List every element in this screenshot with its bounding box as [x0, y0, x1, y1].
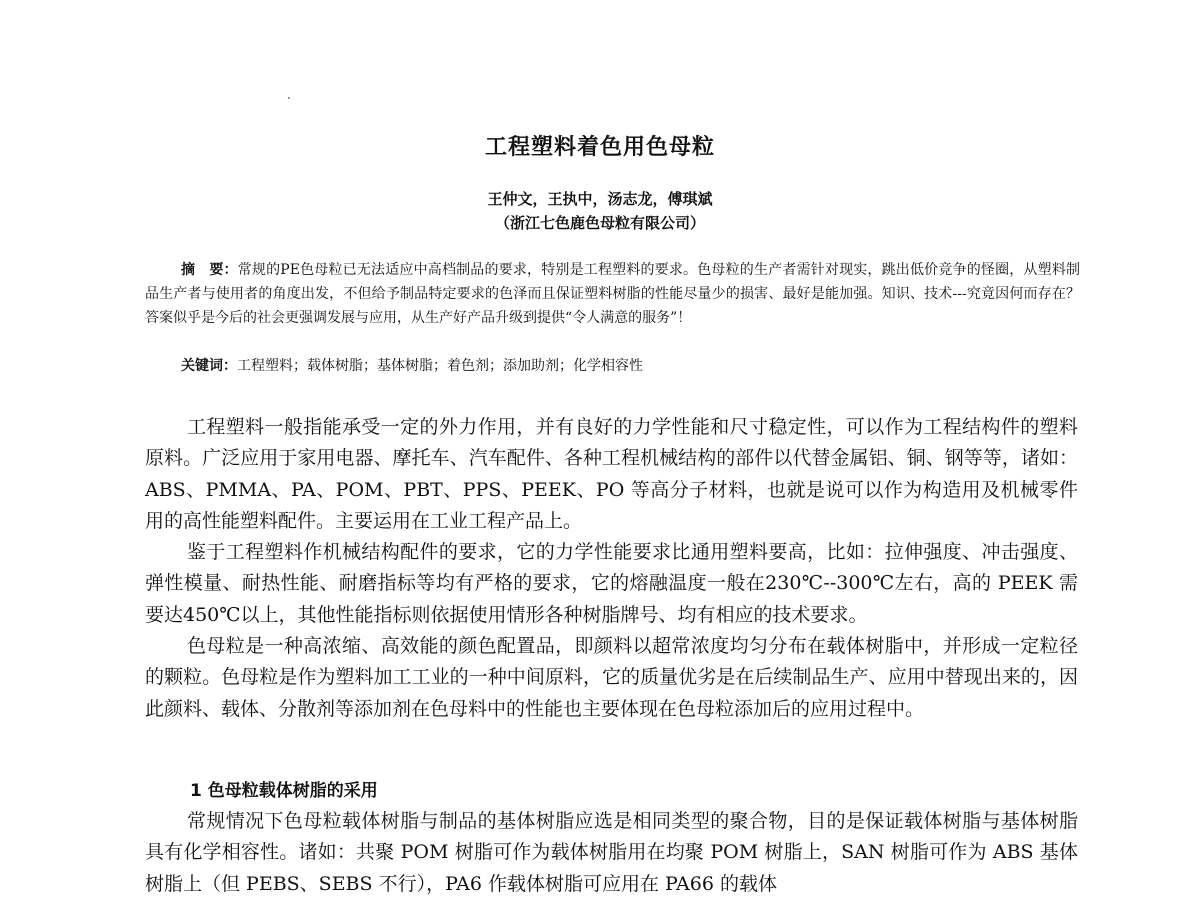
paper-title: 工程塑料着色用色母粒 [484, 135, 715, 160]
abstract-label: 摘 要： [181, 262, 238, 278]
keywords-text: 工程塑料；载体树脂；基体树脂；着色剂；添加助剂；化学相容性 [237, 358, 643, 374]
abstract [145, 258, 1080, 330]
abstract-text: 常规的PE色母粒已无法适应中高档制品的要求，特别是工程塑料的要求。色母粒的生产者需针对现实，跳出低价竞争的怪圈，从塑料制品生产者与使用者的角度出发，不但给予制品特定要求的色泽而且保证塑料树脂的性能尽量少的损害、最好是能加强。知识、技术---究竟因何而存在？答案似乎是今后的社会更强调发展与应用，从生产好产品升级到提供“令人满意的服务”！ [145, 262, 1080, 326]
keywords [181, 354, 643, 378]
body-paragraph: 鉴于工程塑料作机械结构配件的要求，它的力学性能要求比通用塑料要高，比如：拉伸强度、冲击强度、弹性模量、耐热性能、耐磨指标等均有严格的要求，它的熔融温度一般在230℃--300℃左右，高的 PEEK 需要达450℃以上，其他性能指标则依据使用情形各种树脂牌号、均有相应的技术要求。 [145, 541, 1078, 626]
body-paragraph: 常规情况下色母粒载体树脂与制品的基体树脂应选是相同类型的聚合物，目的是保证载体树脂与基体树脂具有化学相容性。诸如：共聚 POM 树脂可作为载体树脂用在均聚 POM 树脂上，SAN 树脂可作为 ABS 基体树脂上（但 PEBS、SEBS 不行），PA6 作载体树脂可应用在 PA66 的载体 [145, 810, 1078, 895]
affiliation: （浙江七色鹿色母粒有限公司） [494, 214, 705, 232]
body-text [145, 412, 1078, 725]
section-body [145, 806, 1078, 900]
body-paragraph: 工程塑料一般指能承受一定的外力作用，并有良好的力学性能和尺寸稳定性，可以作为工程结构件的塑料原料。广泛应用于家用电器、摩托车、汽车配件、各种工程机械结构的部件以代替金属铝、铜、钢等等，诸如：ABS、PMMA、PA、POM、PBT、PPS、PEEK、PO 等高分子材料，也就是说可以作为构造用及机械零件用的高性能塑料配件。主要运用在工业工程产品上。 [145, 416, 1078, 532]
author-list: 王仲文，王执中，汤志龙，傅琪斌 [487, 190, 713, 208]
scan-speck [288, 97, 290, 99]
keywords-label: 关键词： [181, 358, 237, 374]
body-paragraph: 色母粒是一种高浓缩、高效能的颜色配置品，即颜料以超常浓度均匀分布在载体树脂中，并形成一定粒径的颗粒。色母粒是作为塑料加工工业的一种中间原料，它的质量优劣是在后续制品生产、应用中替现出来的，因此颜料、载体、分散剂等添加剂在色母料中的性能也主要体现在色母粒添加后的应用过程中。 [145, 635, 1078, 720]
section-heading: 1 色母粒载体树脂的采用 [190, 781, 378, 801]
